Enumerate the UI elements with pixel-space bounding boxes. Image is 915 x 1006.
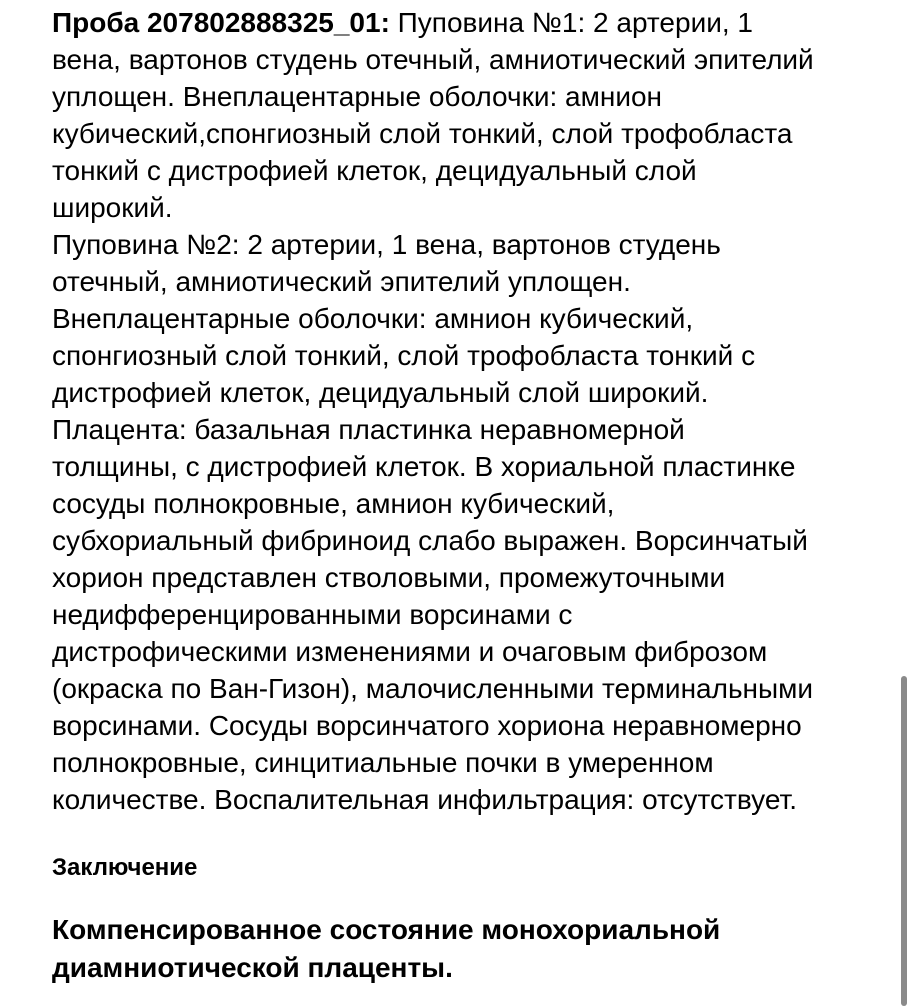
conclusion-line: диамниотической плаценты.: [52, 952, 453, 983]
paragraph-line: хорион представлен стволовыми, промежуточными: [52, 562, 726, 593]
umbilical-cord-2-and-placenta-paragraph: [52, 226, 813, 818]
paragraph-line: широкий.: [52, 192, 173, 223]
paragraph-line: количестве. Воспалительная инфильтрация: отсутствует.: [52, 784, 797, 815]
paragraph-line: толщины, с дистрофией клеток. В хориальной пластинке: [52, 451, 796, 482]
paragraph-line: вена, вартонов студень отечный, амниотический эпителий: [52, 44, 814, 75]
paragraph-text: Пуповина №1: 2 артерии, 1: [389, 7, 753, 38]
paragraph-line: полнокровные, синцитиальные почки в умеренном: [52, 747, 714, 778]
umbilical-cord-1-paragraph: [52, 4, 814, 226]
paragraph-line: (окраска по Ван-Гизон), малочисленными терминальными: [52, 673, 814, 704]
paragraph-line: субхориальный фибриноид слабо выражен. Ворсинчатый: [52, 525, 808, 556]
conclusion-heading: Заключение: [52, 854, 198, 881]
sample-label: Проба 207802888325_01:: [52, 7, 390, 38]
paragraph-line: спонгиозный слой тонкий, слой трофобласта тонкий с: [52, 340, 756, 371]
conclusion-text: [52, 911, 720, 987]
paragraph-line: сосуды полнокровные, амнион кубический,: [52, 488, 615, 519]
paragraph-line: недифференцированными ворсинами с: [52, 599, 573, 630]
paragraph-line: уплощен. Внеплацентарные оболочки: амнион: [52, 81, 663, 112]
paragraph-line: [52, 4, 814, 41]
paragraph-line: кубический,спонгиозный слой тонкий, слой трофобласта: [52, 118, 793, 149]
conclusion-line: Компенсированное состояние монохориальной: [52, 914, 721, 945]
paragraph-line: дистрофией клеток, децидуальный слой широкий.: [52, 377, 709, 408]
paragraph-line: дистрофическими изменениями и очаговым фиброзом: [52, 636, 768, 667]
paragraph-line: Плацента: базальная пластинка неравномерной: [52, 414, 685, 445]
paragraph-line: тонкий с дистрофией клеток, децидуальный слой: [52, 155, 697, 186]
paragraph-line: отечный, амниотический эпителий уплощен.: [52, 266, 631, 297]
paragraph-line: Внеплацентарные оболочки: амнион кубический,: [52, 303, 694, 334]
vertical-scrollbar[interactable]: [901, 676, 907, 1006]
paragraph-line: Пуповина №2: 2 артерии, 1 вена, вартонов студень: [52, 229, 721, 260]
paragraph-line: ворсинами. Сосуды ворсинчатого хориона неравномерно: [52, 710, 802, 741]
